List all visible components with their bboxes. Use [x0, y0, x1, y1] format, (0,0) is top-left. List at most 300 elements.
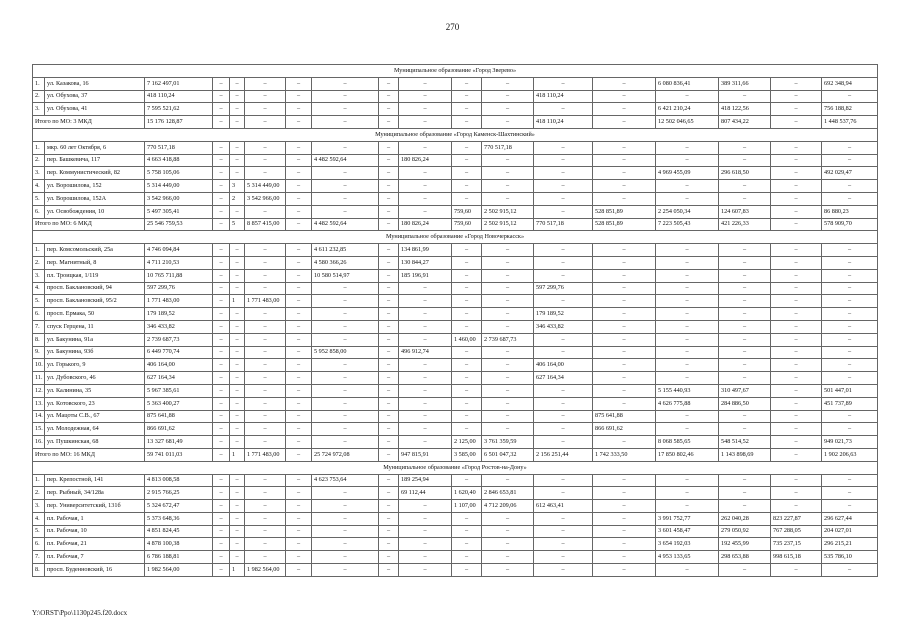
- value-cell: –: [452, 320, 482, 333]
- value-cell: –: [399, 525, 452, 538]
- value-cell: –: [312, 320, 379, 333]
- value-cell: –: [230, 346, 245, 359]
- value-cell: –: [286, 487, 312, 500]
- value-cell: –: [534, 474, 593, 487]
- value-cell: 406 164,00: [534, 359, 593, 372]
- value-cell: –: [312, 77, 379, 90]
- value-cell: –: [399, 384, 452, 397]
- value-cell: –: [379, 154, 399, 167]
- value-cell: –: [312, 192, 379, 205]
- value-cell: –: [771, 282, 822, 295]
- row-number-cell: 1.: [33, 244, 45, 257]
- value-cell: –: [379, 167, 399, 180]
- value-cell: –: [245, 372, 286, 385]
- value-cell: –: [482, 512, 534, 525]
- value-cell: –: [534, 77, 593, 90]
- value-cell: 5 373 648,36: [145, 512, 213, 525]
- section-total-row: [33, 448, 878, 461]
- value-cell: –: [379, 538, 399, 551]
- value-cell: –: [593, 564, 656, 577]
- value-cell: –: [534, 538, 593, 551]
- total-value-cell: –: [593, 116, 656, 129]
- value-cell: –: [286, 474, 312, 487]
- value-cell: –: [771, 346, 822, 359]
- value-cell: –: [822, 244, 878, 257]
- value-cell: –: [482, 423, 534, 436]
- value-cell: –: [719, 474, 771, 487]
- value-cell: –: [593, 474, 656, 487]
- value-cell: –: [656, 308, 719, 321]
- row-number-cell: 2.: [33, 154, 45, 167]
- section-total-row: [33, 218, 878, 231]
- value-cell: 627 164,34: [534, 372, 593, 385]
- address-cell: ул. Котовского, 23: [45, 397, 145, 410]
- value-cell: –: [213, 308, 230, 321]
- value-cell: –: [656, 333, 719, 346]
- address-cell: пл. Троицкая, 1/119: [45, 269, 145, 282]
- total-value-cell: –: [379, 218, 399, 231]
- value-cell: –: [286, 320, 312, 333]
- value-cell: –: [482, 180, 534, 193]
- value-cell: –: [399, 295, 452, 308]
- value-cell: 134 861,99: [399, 244, 452, 257]
- value-cell: –: [245, 77, 286, 90]
- value-cell: –: [286, 551, 312, 564]
- value-cell: –: [452, 77, 482, 90]
- value-cell: –: [312, 372, 379, 385]
- value-cell: –: [286, 436, 312, 449]
- value-cell: –: [482, 77, 534, 90]
- value-cell: –: [719, 90, 771, 103]
- section-title: Муниципальное образование «Город Ростов-на-Дону»: [33, 461, 878, 474]
- value-cell: –: [286, 141, 312, 154]
- value-cell: –: [452, 192, 482, 205]
- value-cell: –: [593, 256, 656, 269]
- value-cell: –: [771, 436, 822, 449]
- value-cell: –: [213, 167, 230, 180]
- section-header-row: [33, 461, 878, 474]
- value-cell: –: [771, 308, 822, 321]
- value-cell: –: [245, 333, 286, 346]
- value-cell: –: [379, 141, 399, 154]
- value-cell: –: [245, 384, 286, 397]
- value-cell: –: [656, 295, 719, 308]
- value-cell: 875 641,88: [593, 410, 656, 423]
- value-cell: –: [399, 77, 452, 90]
- value-cell: 4 623 753,64: [312, 474, 379, 487]
- value-cell: –: [312, 410, 379, 423]
- value-cell: –: [771, 474, 822, 487]
- total-value-cell: –: [286, 116, 312, 129]
- value-cell: –: [771, 167, 822, 180]
- value-cell: 2 502 915,12: [482, 205, 534, 218]
- value-cell: 823 227,87: [771, 512, 822, 525]
- value-cell: 496 912,74: [399, 346, 452, 359]
- value-cell: –: [593, 154, 656, 167]
- value-cell: –: [230, 410, 245, 423]
- value-cell: 10 580 514,97: [312, 269, 379, 282]
- value-cell: –: [822, 410, 878, 423]
- total-value-cell: 7 223 505,43: [656, 218, 719, 231]
- value-cell: –: [452, 269, 482, 282]
- value-cell: –: [286, 308, 312, 321]
- address-cell: ул. Ворошилова, 152А: [45, 192, 145, 205]
- value-cell: 262 040,28: [719, 512, 771, 525]
- address-cell: ул. Дубовского, 46: [45, 372, 145, 385]
- row-number-cell: 7.: [33, 551, 45, 564]
- value-cell: –: [656, 474, 719, 487]
- table-row: [33, 167, 878, 180]
- value-cell: –: [656, 564, 719, 577]
- value-cell: 6 786 188,81: [145, 551, 213, 564]
- table-row: [33, 269, 878, 282]
- value-cell: 1: [230, 295, 245, 308]
- total-value-cell: 1 902 206,63: [822, 448, 878, 461]
- value-cell: 492 029,47: [822, 167, 878, 180]
- value-cell: –: [213, 90, 230, 103]
- value-cell: –: [656, 487, 719, 500]
- value-cell: 3 542 966,00: [245, 192, 286, 205]
- value-cell: –: [213, 320, 230, 333]
- value-cell: –: [286, 500, 312, 513]
- value-cell: –: [399, 103, 452, 116]
- value-cell: –: [656, 180, 719, 193]
- value-cell: –: [656, 423, 719, 436]
- total-value-cell: 25 546 759,53: [145, 218, 213, 231]
- address-cell: пер. Башкевича, 117: [45, 154, 145, 167]
- address-cell: пл. Рабочая, 21: [45, 538, 145, 551]
- value-cell: –: [379, 436, 399, 449]
- value-cell: –: [312, 423, 379, 436]
- total-value-cell: –: [452, 116, 482, 129]
- value-cell: –: [719, 333, 771, 346]
- row-number-cell: 12.: [33, 384, 45, 397]
- value-cell: 692 348,94: [822, 77, 878, 90]
- value-cell: 5 155 440,93: [656, 384, 719, 397]
- value-cell: –: [312, 333, 379, 346]
- value-cell: –: [656, 359, 719, 372]
- value-cell: –: [286, 564, 312, 577]
- value-cell: 346 433,82: [145, 320, 213, 333]
- value-cell: –: [213, 359, 230, 372]
- value-cell: –: [593, 320, 656, 333]
- total-value-cell: 3 585,00: [452, 448, 482, 461]
- address-cell: пер. Университетский, 131б: [45, 500, 145, 513]
- value-cell: –: [213, 500, 230, 513]
- value-cell: –: [399, 372, 452, 385]
- value-cell: –: [286, 384, 312, 397]
- value-cell: –: [482, 359, 534, 372]
- value-cell: 10 765 711,88: [145, 269, 213, 282]
- value-cell: –: [245, 487, 286, 500]
- value-cell: –: [213, 487, 230, 500]
- value-cell: –: [656, 500, 719, 513]
- value-cell: –: [593, 397, 656, 410]
- value-cell: –: [822, 333, 878, 346]
- total-value-cell: 1: [230, 448, 245, 461]
- value-cell: –: [452, 410, 482, 423]
- address-cell: пл. Рабочая, 10: [45, 525, 145, 538]
- value-cell: –: [452, 474, 482, 487]
- total-value-cell: 2 502 915,12: [482, 218, 534, 231]
- value-cell: –: [593, 500, 656, 513]
- total-value-cell: 4 482 592,64: [312, 218, 379, 231]
- value-cell: –: [312, 141, 379, 154]
- value-cell: 5 497 305,41: [145, 205, 213, 218]
- value-cell: –: [719, 141, 771, 154]
- value-cell: –: [534, 103, 593, 116]
- value-cell: –: [593, 384, 656, 397]
- value-cell: –: [719, 282, 771, 295]
- value-cell: –: [213, 269, 230, 282]
- table-row: [33, 180, 878, 193]
- table-row: [33, 384, 878, 397]
- value-cell: –: [719, 308, 771, 321]
- value-cell: –: [482, 320, 534, 333]
- value-cell: –: [771, 333, 822, 346]
- value-cell: –: [452, 359, 482, 372]
- value-cell: –: [286, 282, 312, 295]
- value-cell: –: [230, 333, 245, 346]
- value-cell: –: [312, 103, 379, 116]
- row-number-cell: 3.: [33, 167, 45, 180]
- value-cell: –: [230, 141, 245, 154]
- value-cell: 6 449 770,74: [145, 346, 213, 359]
- total-value-cell: 12 502 046,65: [656, 116, 719, 129]
- value-cell: 528 851,89: [593, 205, 656, 218]
- value-cell: –: [379, 269, 399, 282]
- value-cell: 866 691,62: [145, 423, 213, 436]
- value-cell: 866 691,62: [593, 423, 656, 436]
- value-cell: 548 514,52: [719, 436, 771, 449]
- value-cell: –: [771, 141, 822, 154]
- table-row: [33, 320, 878, 333]
- value-cell: –: [286, 77, 312, 90]
- value-cell: –: [656, 269, 719, 282]
- value-cell: 3 991 752,77: [656, 512, 719, 525]
- value-cell: –: [452, 141, 482, 154]
- value-cell: –: [452, 103, 482, 116]
- total-value-cell: –: [286, 218, 312, 231]
- value-cell: 4 580 366,26: [312, 256, 379, 269]
- total-value-cell: –: [245, 116, 286, 129]
- value-cell: 179 189,52: [145, 308, 213, 321]
- value-cell: –: [452, 295, 482, 308]
- address-cell: ул. Калинина, 35: [45, 384, 145, 397]
- value-cell: –: [379, 551, 399, 564]
- address-cell: ул. Освобождения, 10: [45, 205, 145, 218]
- value-cell: –: [245, 205, 286, 218]
- value-cell: 756 188,82: [822, 103, 878, 116]
- value-cell: –: [452, 512, 482, 525]
- value-cell: 279 050,92: [719, 525, 771, 538]
- address-cell: ул. Казакова, 16: [45, 77, 145, 90]
- value-cell: –: [312, 90, 379, 103]
- value-cell: –: [312, 180, 379, 193]
- value-cell: –: [452, 180, 482, 193]
- value-cell: –: [719, 295, 771, 308]
- value-cell: –: [452, 551, 482, 564]
- table-row: [33, 512, 878, 525]
- value-cell: 875 641,88: [145, 410, 213, 423]
- table-row: [33, 359, 878, 372]
- value-cell: 284 886,50: [719, 397, 771, 410]
- value-cell: –: [482, 90, 534, 103]
- address-cell: ул. Бакунина, 91а: [45, 333, 145, 346]
- value-cell: –: [230, 372, 245, 385]
- value-cell: –: [593, 192, 656, 205]
- value-cell: –: [534, 269, 593, 282]
- value-cell: –: [656, 282, 719, 295]
- value-cell: –: [286, 410, 312, 423]
- value-cell: 418 110,24: [145, 90, 213, 103]
- total-value-cell: 59 741 011,03: [145, 448, 213, 461]
- value-cell: –: [593, 512, 656, 525]
- value-cell: 4 611 232,85: [312, 244, 379, 257]
- total-value-cell: –: [399, 116, 452, 129]
- value-cell: –: [230, 103, 245, 116]
- value-cell: 418 122,56: [719, 103, 771, 116]
- total-value-cell: 1 448 537,76: [822, 116, 878, 129]
- value-cell: –: [593, 538, 656, 551]
- value-cell: –: [399, 564, 452, 577]
- value-cell: –: [245, 167, 286, 180]
- value-cell: 4 878 100,38: [145, 538, 213, 551]
- value-cell: 7 162 497,01: [145, 77, 213, 90]
- value-cell: –: [482, 308, 534, 321]
- value-cell: –: [593, 487, 656, 500]
- value-cell: 189 254,94: [399, 474, 452, 487]
- address-cell: ул. Мацоты С.В., 67: [45, 410, 145, 423]
- value-cell: –: [822, 320, 878, 333]
- value-cell: –: [379, 180, 399, 193]
- row-number-cell: 5.: [33, 525, 45, 538]
- value-cell: –: [656, 410, 719, 423]
- value-cell: –: [534, 141, 593, 154]
- value-cell: –: [656, 154, 719, 167]
- value-cell: –: [213, 154, 230, 167]
- value-cell: 298 653,88: [719, 551, 771, 564]
- total-value-cell: 1 143 898,69: [719, 448, 771, 461]
- row-number-cell: 4.: [33, 282, 45, 295]
- value-cell: –: [213, 256, 230, 269]
- value-cell: 418 110,24: [534, 90, 593, 103]
- value-cell: –: [230, 154, 245, 167]
- value-cell: –: [312, 500, 379, 513]
- value-cell: –: [379, 410, 399, 423]
- value-cell: –: [379, 244, 399, 257]
- value-cell: –: [534, 167, 593, 180]
- value-cell: –: [286, 256, 312, 269]
- value-cell: –: [379, 346, 399, 359]
- value-cell: –: [534, 256, 593, 269]
- value-cell: –: [656, 346, 719, 359]
- value-cell: –: [245, 474, 286, 487]
- value-cell: –: [534, 295, 593, 308]
- table-row: [33, 551, 878, 564]
- value-cell: –: [719, 269, 771, 282]
- value-cell: –: [379, 192, 399, 205]
- value-cell: 8 068 585,65: [656, 436, 719, 449]
- value-cell: 2 846 653,81: [482, 487, 534, 500]
- address-cell: пл. Рабочая, 7: [45, 551, 145, 564]
- value-cell: –: [822, 500, 878, 513]
- value-cell: –: [379, 90, 399, 103]
- value-cell: –: [822, 282, 878, 295]
- value-cell: –: [482, 269, 534, 282]
- value-cell: –: [286, 192, 312, 205]
- row-number-cell: 5.: [33, 295, 45, 308]
- value-cell: 597 299,76: [145, 282, 213, 295]
- value-cell: –: [771, 423, 822, 436]
- row-number-cell: 8.: [33, 564, 45, 577]
- value-cell: –: [230, 423, 245, 436]
- value-cell: –: [399, 423, 452, 436]
- address-cell: ул. Ворошилова, 152: [45, 180, 145, 193]
- value-cell: –: [719, 410, 771, 423]
- value-cell: –: [452, 244, 482, 257]
- value-cell: –: [245, 551, 286, 564]
- value-cell: 5 758 105,06: [145, 167, 213, 180]
- value-cell: –: [399, 538, 452, 551]
- value-cell: –: [213, 474, 230, 487]
- value-cell: –: [230, 90, 245, 103]
- value-cell: 2: [230, 192, 245, 205]
- value-cell: 501 447,01: [822, 384, 878, 397]
- total-value-cell: –: [286, 448, 312, 461]
- value-cell: –: [822, 564, 878, 577]
- value-cell: –: [482, 282, 534, 295]
- value-cell: –: [213, 436, 230, 449]
- value-cell: –: [286, 359, 312, 372]
- value-cell: –: [379, 512, 399, 525]
- total-value-cell: –: [771, 448, 822, 461]
- value-cell: –: [245, 282, 286, 295]
- value-cell: –: [379, 256, 399, 269]
- value-cell: –: [245, 320, 286, 333]
- value-cell: –: [593, 77, 656, 90]
- value-cell: –: [452, 372, 482, 385]
- value-cell: –: [771, 500, 822, 513]
- total-value-cell: 5: [230, 218, 245, 231]
- value-cell: –: [482, 167, 534, 180]
- value-cell: –: [593, 308, 656, 321]
- value-cell: –: [230, 77, 245, 90]
- value-cell: –: [399, 512, 452, 525]
- value-cell: –: [482, 551, 534, 564]
- value-cell: –: [656, 90, 719, 103]
- value-cell: 612 463,41: [534, 500, 593, 513]
- value-cell: –: [482, 103, 534, 116]
- value-cell: –: [656, 256, 719, 269]
- value-cell: –: [771, 359, 822, 372]
- value-cell: –: [482, 525, 534, 538]
- address-cell: просп. Ермака, 50: [45, 308, 145, 321]
- row-number-cell: 3.: [33, 269, 45, 282]
- total-value-cell: –: [213, 218, 230, 231]
- repair-cost-table: [32, 64, 878, 577]
- address-cell: просп. Буденновский, 16: [45, 564, 145, 577]
- value-cell: –: [245, 103, 286, 116]
- value-cell: 406 164,00: [145, 359, 213, 372]
- section-header-row: [33, 128, 878, 141]
- value-cell: –: [482, 372, 534, 385]
- value-cell: –: [379, 384, 399, 397]
- table-row: [33, 141, 878, 154]
- value-cell: –: [771, 487, 822, 500]
- value-cell: –: [656, 192, 719, 205]
- total-value-cell: 807 434,22: [719, 116, 771, 129]
